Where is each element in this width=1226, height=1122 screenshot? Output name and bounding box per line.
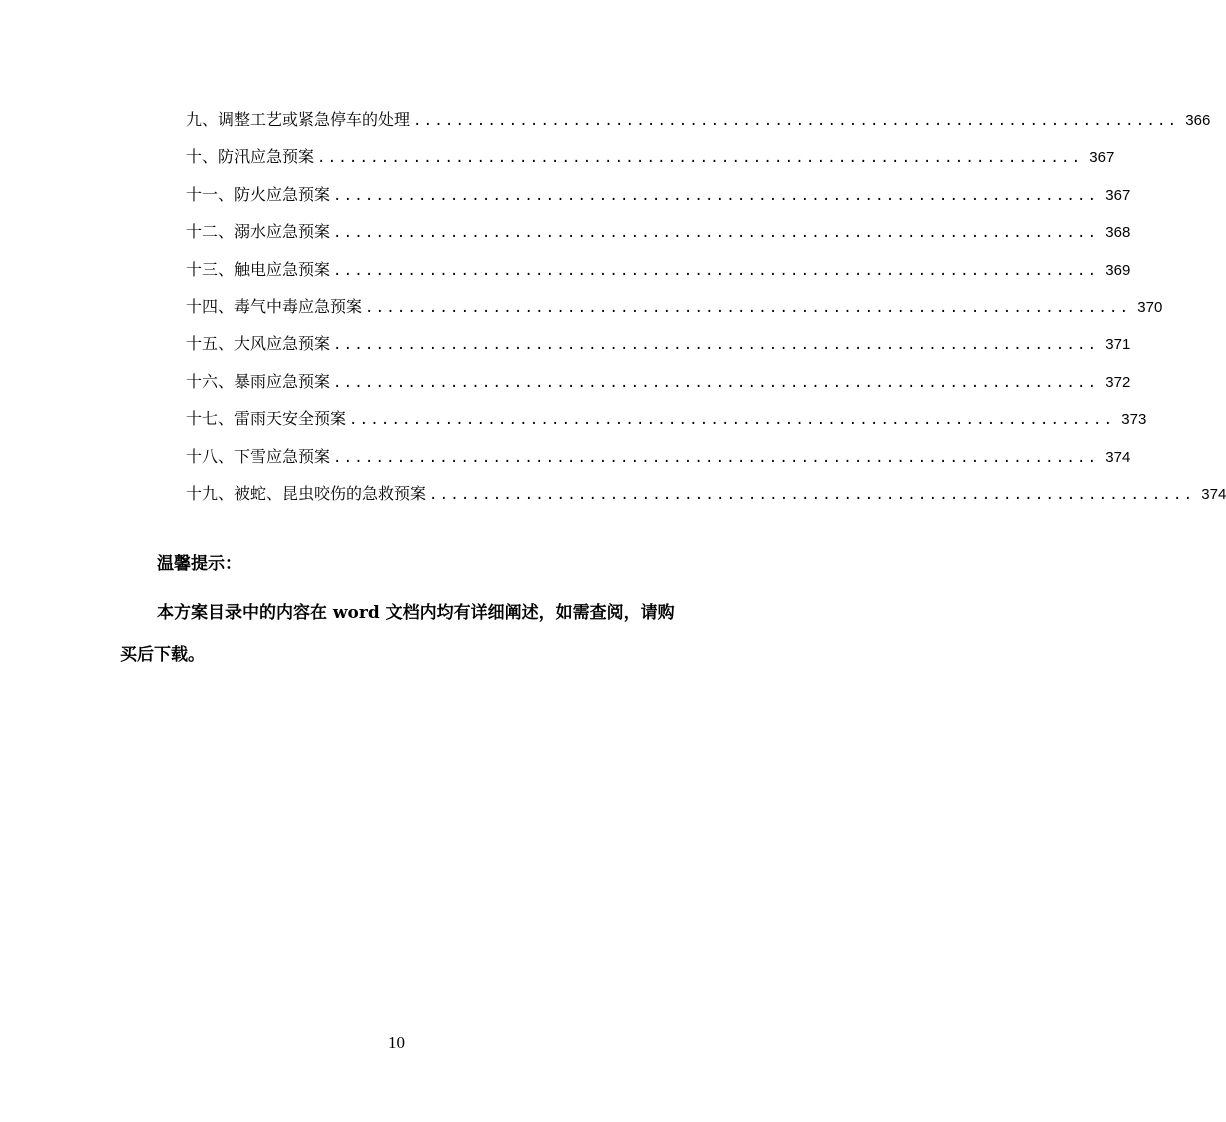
toc-entry[interactable] <box>186 144 1115 181</box>
notice-body: 本方案目录中的内容在 word 文档内均有详细阐述，如需查阅，请购买后下载。 <box>120 603 675 665</box>
toc-dot-leader: ........................................................................ <box>333 449 1099 466</box>
toc-entry-page: 372 <box>1105 373 1131 391</box>
toc-entry-title: 九、调整工艺或紧急停车的处理 <box>186 110 411 129</box>
toc-entry-title: 十九、被蛇、昆虫咬伤的急救预案 <box>186 483 427 503</box>
toc-entry-title: 十二、溺水应急预案 <box>186 222 331 242</box>
toc-dot-leader: ........................................................................ <box>333 262 1099 279</box>
table-of-contents <box>186 107 1226 518</box>
toc-entry-title: 十一、防火应急预案 <box>186 184 331 204</box>
toc-entry-title: 十八、下雪应急预案 <box>186 446 331 466</box>
toc-dot-leader: ........................................................................ <box>429 486 1195 503</box>
toc-entry-page: 373 <box>1121 411 1147 429</box>
toc-dot-leader: ........................................................................ <box>317 150 1083 167</box>
page-number: 10 <box>388 1033 405 1052</box>
toc-entry-page: 368 <box>1105 224 1131 242</box>
toc-dot-leader: ........................................................................ <box>365 299 1131 316</box>
toc-entry[interactable] <box>186 182 1131 219</box>
toc-entry-title: 十四、毒气中毒应急预案 <box>186 296 363 316</box>
toc-entry-page: 374 <box>1201 485 1226 503</box>
toc-entry-page: 366 <box>1185 112 1211 129</box>
toc-entry-title: 十七、雷雨天安全预案 <box>186 409 347 429</box>
toc-entry[interactable] <box>186 107 1211 144</box>
toc-entry-title: 十三、触电应急预案 <box>186 259 331 279</box>
toc-entry[interactable] <box>186 369 1131 406</box>
toc-dot-leader: ........................................................................ <box>333 225 1099 242</box>
toc-dot-leader: ........................................................................ <box>333 187 1099 204</box>
toc-entry-title: 十五、大风应急预案 <box>186 334 331 354</box>
toc-entry-page: 369 <box>1105 261 1131 279</box>
toc-dot-leader: ........................................................................ <box>333 374 1099 391</box>
toc-dot-leader: ........................................................................ <box>333 337 1099 354</box>
toc-entry-page: 371 <box>1105 336 1131 354</box>
toc-entry[interactable] <box>186 444 1131 481</box>
toc-entry[interactable] <box>186 257 1131 294</box>
toc-entry[interactable] <box>186 219 1131 256</box>
toc-entry-page: 374 <box>1105 448 1131 466</box>
toc-entry-page: 370 <box>1137 298 1163 316</box>
notice-heading: 温馨提示： <box>157 554 242 574</box>
toc-entry[interactable] <box>186 294 1163 331</box>
toc-dot-leader: ........................................................................ <box>349 412 1115 429</box>
toc-entry-title: 十、防汛应急预案 <box>186 147 315 167</box>
toc-entry-page: 367 <box>1105 186 1131 204</box>
toc-entry-page: 367 <box>1089 149 1115 167</box>
toc-entry[interactable] <box>186 481 1226 518</box>
toc-dot-leader: ........................................................................ <box>413 113 1179 129</box>
toc-entry-title: 十六、暴雨应急预案 <box>186 371 331 391</box>
toc-entry[interactable] <box>186 331 1131 368</box>
toc-entry[interactable] <box>186 406 1147 443</box>
